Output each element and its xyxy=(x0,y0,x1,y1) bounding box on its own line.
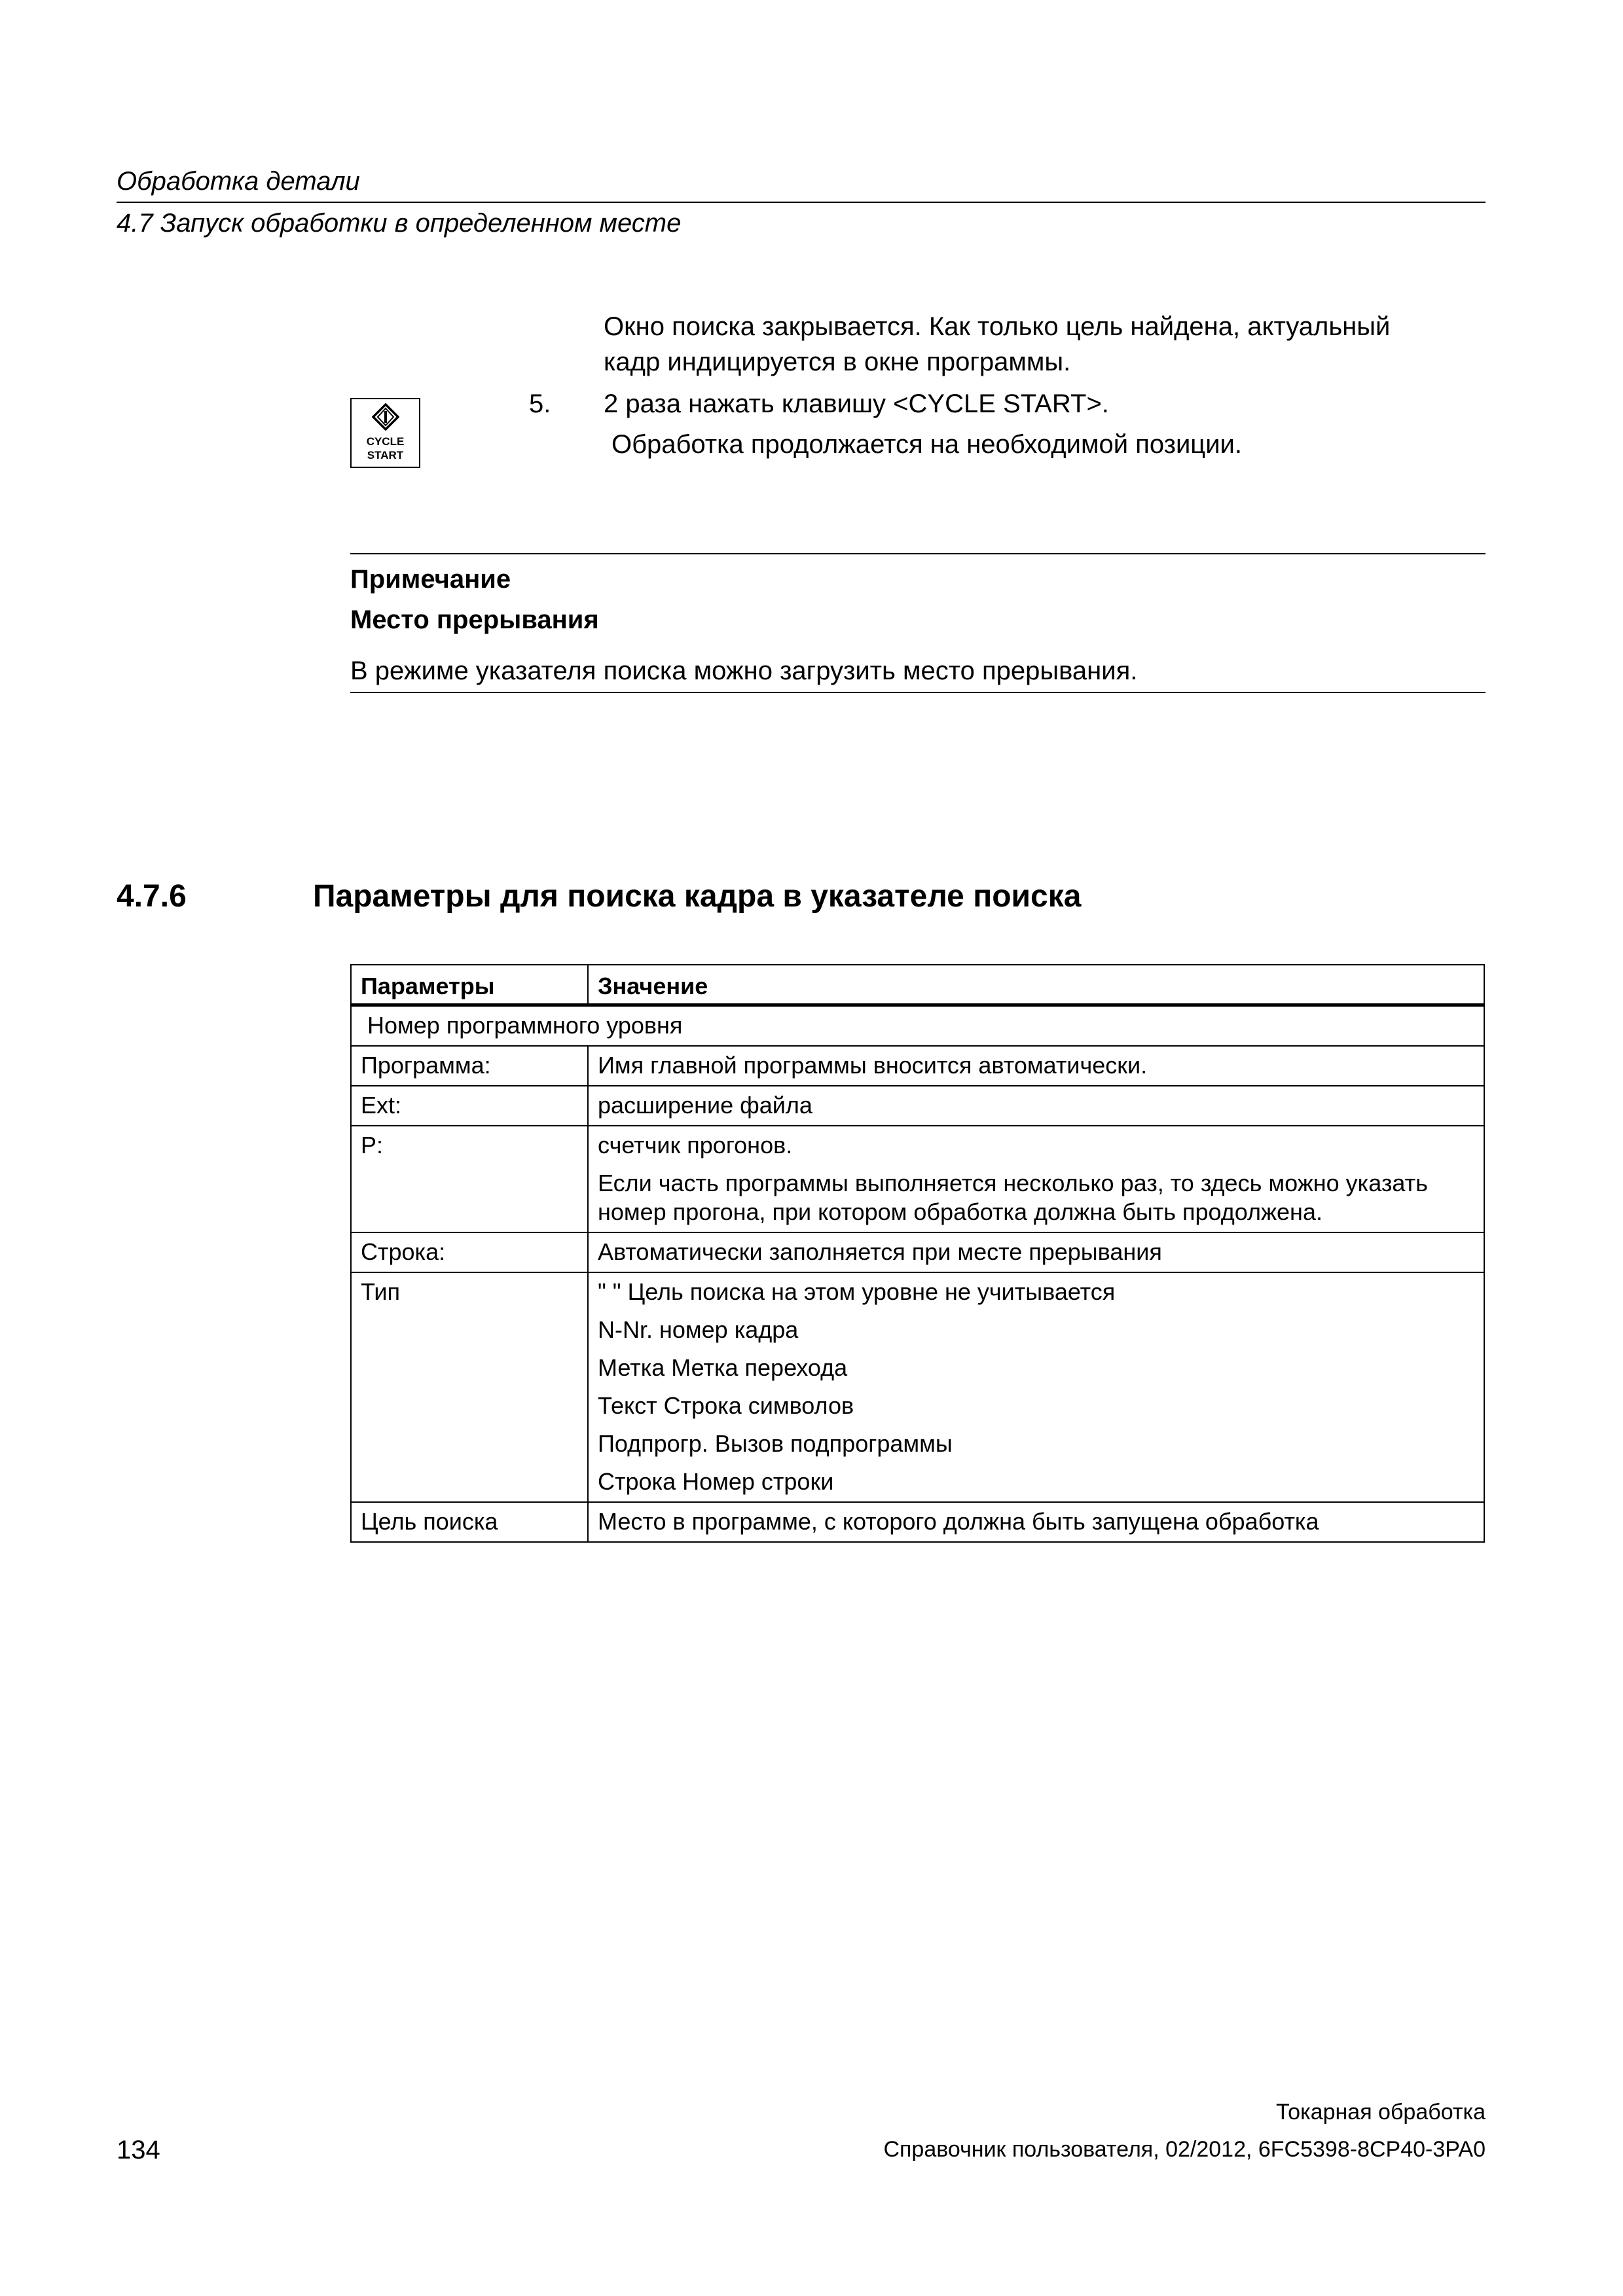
value-line: Текст Строка символов xyxy=(598,1392,854,1419)
note-title: Место прерывания xyxy=(350,605,599,634)
value-line: Строка Номер строки xyxy=(598,1468,834,1495)
parameters-table xyxy=(350,964,1485,1543)
table-cell-param: Программа: xyxy=(351,1046,588,1086)
table-cell-param: Строка: xyxy=(351,1232,588,1272)
table-header-value: Значение xyxy=(588,965,1484,1005)
table-row xyxy=(351,1046,1484,1086)
step-number: 5. xyxy=(529,389,551,418)
intro-line-1: Окно поиска закрывается. Как только цель найдена, актуальный xyxy=(604,312,1391,341)
table-cell-value xyxy=(588,1272,1484,1502)
footer-product: Токарная обработка xyxy=(1276,2100,1486,2125)
table-row xyxy=(351,1502,1484,1542)
table-row xyxy=(351,1126,1484,1232)
table-cell-value: Автоматически заполняется при месте прерывания xyxy=(588,1232,1484,1272)
key-label-line1: CYCLE xyxy=(366,435,405,448)
note-top-rule xyxy=(350,553,1486,554)
table-header-parameters: Параметры xyxy=(351,965,588,1005)
section-number: 4.7.6 xyxy=(117,879,187,914)
table-cell-value xyxy=(588,1126,1484,1232)
step-text: 2 раза нажать клавишу <CYCLE START>. xyxy=(604,389,1109,418)
table-cell-value: расширение файла xyxy=(588,1086,1484,1126)
table-row xyxy=(351,1086,1484,1126)
cycle-start-diamond-icon xyxy=(372,403,399,431)
table-row xyxy=(351,1005,1484,1047)
cycle-start-key-icon xyxy=(350,398,420,468)
section-title: Параметры для поиска кадра в указателе поиска xyxy=(313,879,1082,914)
value-line: счетчик прогонов. xyxy=(598,1132,793,1158)
table-cell-param: P: xyxy=(351,1126,588,1232)
value-line: Если часть программы выполняется несколько раз, то здесь можно указать номер прогона, при котором обработка должна быть продолжена. xyxy=(598,1170,1428,1225)
value-line: Метка Метка перехода xyxy=(598,1354,848,1381)
table-span-row: Номер программного уровня xyxy=(351,1005,1484,1047)
running-header-section: 4.7 Запуск обработки в определенном месте xyxy=(117,209,682,238)
header-rule xyxy=(117,202,1486,203)
table-cell-param: Ext: xyxy=(351,1086,588,1126)
table-row xyxy=(351,1232,1484,1272)
table-row xyxy=(351,1272,1484,1502)
footer-page-number: 134 xyxy=(117,2136,160,2164)
running-header-chapter: Обработка детали xyxy=(117,167,360,196)
table-cell-value: Место в программе, с которого должна быть запущена обработка xyxy=(588,1502,1484,1542)
table-cell-param: Тип xyxy=(351,1272,588,1502)
intro-line-2: кадр индицируется в окне программы. xyxy=(604,348,1071,376)
footer-manual: Справочник пользователя, 02/2012, 6FC5398-8CP40-3PA0 xyxy=(883,2137,1486,2162)
note-text: В режиме указателя поиска можно загрузить место прерывания. xyxy=(350,656,1138,685)
table-cell-param: Цель поиска xyxy=(351,1502,588,1542)
note-bottom-rule xyxy=(350,692,1486,693)
key-label-line2: START xyxy=(367,449,404,461)
value-line: " " Цель поиска на этом уровне не учитывается xyxy=(598,1278,1116,1305)
value-line: N-Nr. номер кадра xyxy=(598,1316,799,1343)
step-result: Обработка продолжается на необходимой позиции. xyxy=(611,430,1243,459)
table-header-row xyxy=(351,965,1484,1005)
table-cell-value: Имя главной программы вносится автоматически. xyxy=(588,1046,1484,1086)
note-label: Примечание xyxy=(350,565,511,594)
value-line: Подпрогр. Вызов подпрограммы xyxy=(598,1430,953,1457)
